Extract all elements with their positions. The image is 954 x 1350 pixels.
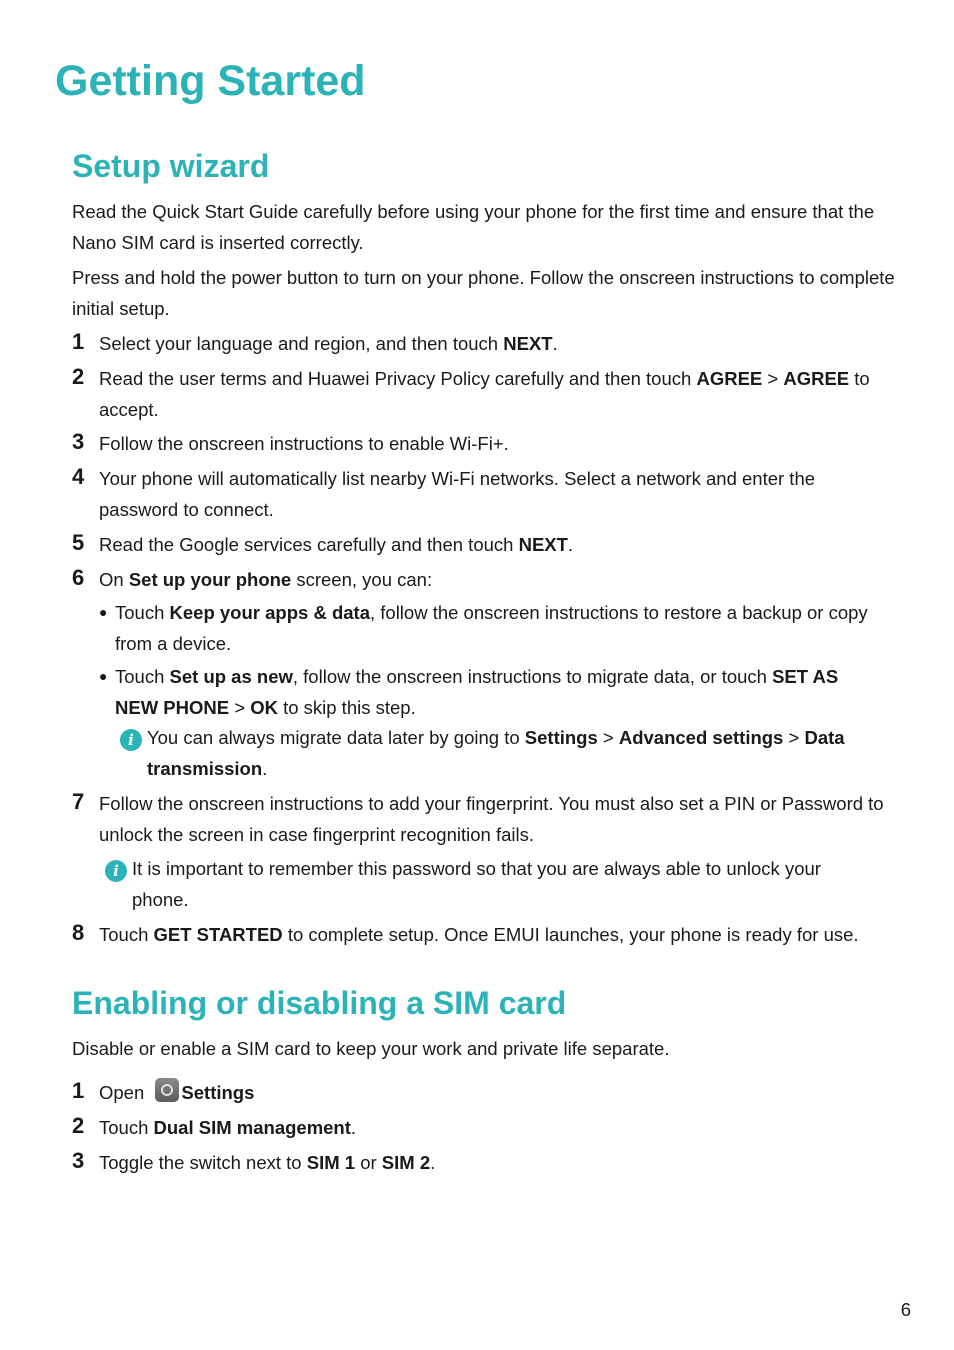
step-number: 3 [72,429,85,454]
info-icon: i [120,729,142,751]
step-text: Read the Google services carefully and then touch NEXT. [99,534,574,555]
step-text: Open Settings [99,1077,899,1108]
step-number: 6 [72,565,85,590]
settings-app-icon [155,1078,179,1102]
step-number: 3 [72,1148,85,1173]
section-title-setup-wizard: Setup wizard [72,148,270,184]
bullet-dot: ● [99,668,108,684]
step-text: Touch Dual SIM management. [99,1117,357,1138]
sim-intro-paragraph: Disable or enable a SIM card to keep your work and private life separate. [72,1038,670,1059]
step-number: 4 [72,464,85,489]
step-text: Your phone will automatically list nearby Wi-Fi networks. Select a network and enter the password to connect. [99,468,816,520]
step-number: 2 [72,364,85,389]
note-text: You can always migrate data later by going to Settings > Advanced settings > Data transmission. [147,727,845,779]
bullet-text: Touch Set up as new, follow the onscreen instructions to migrate data, or touch SET AS NEW PHONE > OK to skip this step. [115,666,839,718]
step-text: Select your language and region, and then touch NEXT. [99,333,558,354]
setup-intro-paragraph: Read the Quick Start Guide carefully before using your phone for the first time and ensure that the Nano SIM card is inserted correctly. [72,201,875,253]
step-text: Follow the onscreen instructions to add your fingerprint. You must also set a PIN or Password to unlock the screen in case fingerprint recognition fails. [99,793,884,845]
step-number: 5 [72,530,85,555]
step-number: 1 [72,1078,85,1103]
page-number: 6 [900,1299,911,1320]
bullet-text: Touch Keep your apps & data, follow the onscreen instructions to restore a backup or copy from a device. [115,602,868,654]
step-number: 8 [72,920,85,945]
step-text: Toggle the switch next to SIM 1 or SIM 2. [99,1152,436,1173]
step-text: On Set up your phone screen, you can: [99,569,433,590]
info-icon: i [105,860,127,882]
step-text: Read the user terms and Huawei Privacy Policy carefully and then touch AGREE > AGREE to accept. [99,368,870,420]
step-number: 1 [72,329,85,354]
step-text: Touch GET STARTED to complete setup. Once EMUI launches, your phone is ready for use. [99,924,859,945]
setup-power-paragraph: Press and hold the power button to turn on your phone. Follow the onscreen instructions to complete initial setup. [72,267,895,319]
section-title-sim: Enabling or disabling a SIM card [72,985,567,1021]
step-number: 2 [72,1113,85,1138]
page-title: Getting Started [55,57,366,105]
step-text: Follow the onscreen instructions to enable Wi-Fi+. [99,433,509,454]
note-text: It is important to remember this password so that you are always able to unlock your phone. [132,858,821,910]
bullet-dot: ● [99,604,108,620]
step-number: 7 [72,789,85,814]
